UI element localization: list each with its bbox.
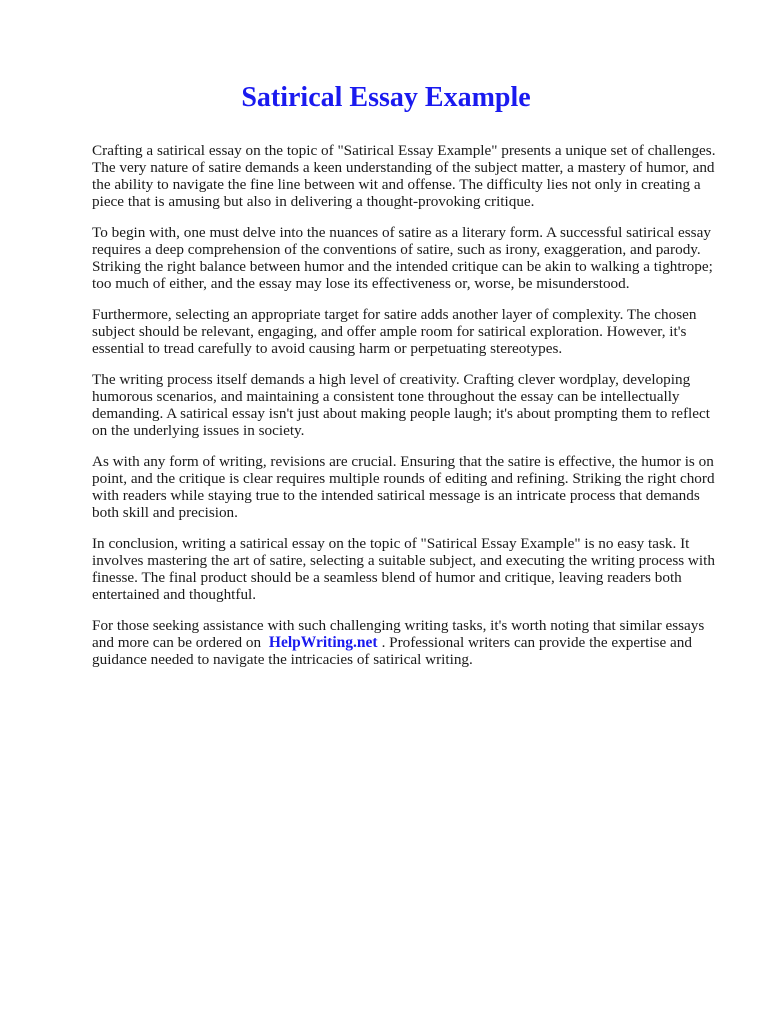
document-title: Satirical Essay Example (241, 82, 531, 113)
final-text-after-link: . Professional writers can provide the expertise and guidance needed to navigate the intricacies of satirical writing. (92, 634, 692, 668)
helpwriting-link[interactable]: HelpWriting.net (268, 634, 378, 651)
paragraph-revisions: As with any form of writing, revisions are crucial. Ensuring that the satire is effective, the humor is on point, and the critique is clear requires multiple rounds of editing and refining. Striking the right chord with readers while staying true to the intended satirical message is an intricate process that demands both skill and precision. (92, 453, 715, 521)
final-text-before-link: For those seeking assistance with such challenging writing tasks, it's worth noting that similar essays and more can be ordered on (92, 617, 705, 651)
paragraph-final (92, 617, 724, 668)
paragraph-intro: Crafting a satirical essay on the topic of "Satirical Essay Example" presents a unique set of challenges. The very nature of satire demands a keen understanding of the subject matter, a mastery of humor, and the ability to navigate the fine line between wit and offense. The difficulty lies not only in creating a piece that is amusing but also in delivering a thought-provoking critique. (92, 142, 716, 210)
paragraph-target: Furthermore, selecting an appropriate target for satire adds another layer of complexity. The chosen subject should be relevant, engaging, and offer ample room for satirical exploration. However, it's essential to tread carefully to avoid causing harm or perpetuating stereotypes. (92, 306, 697, 357)
paragraph-writing-process: The writing process itself demands a high level of creativity. Crafting clever wordplay, developing humorous scenarios, and maintaining a consistent tone throughout the essay can be intellectually demanding. A satirical essay isn't just about making people laugh; it's about prompting them to reflect on the underlying issues in society. (92, 371, 710, 439)
paragraph-satire-form: To begin with, one must delve into the nuances of satire as a literary form. A successful satirical essay requires a deep comprehension of the conventions of satire, such as irony, exaggeration, and parody. Striking the right balance between humor and the intended critique can be akin to walking a tightrope; too much of either, and the essay may lose its effectiveness or, worse, be misunderstood. (92, 224, 713, 292)
paragraph-conclusion: In conclusion, writing a satirical essay on the topic of "Satirical Essay Example" is no easy task. It involves mastering the art of satire, selecting a suitable subject, and executing the writing process with finesse. The final product should be a seamless blend of humor and critique, leaving readers both entertained and thoughtful. (92, 535, 715, 603)
